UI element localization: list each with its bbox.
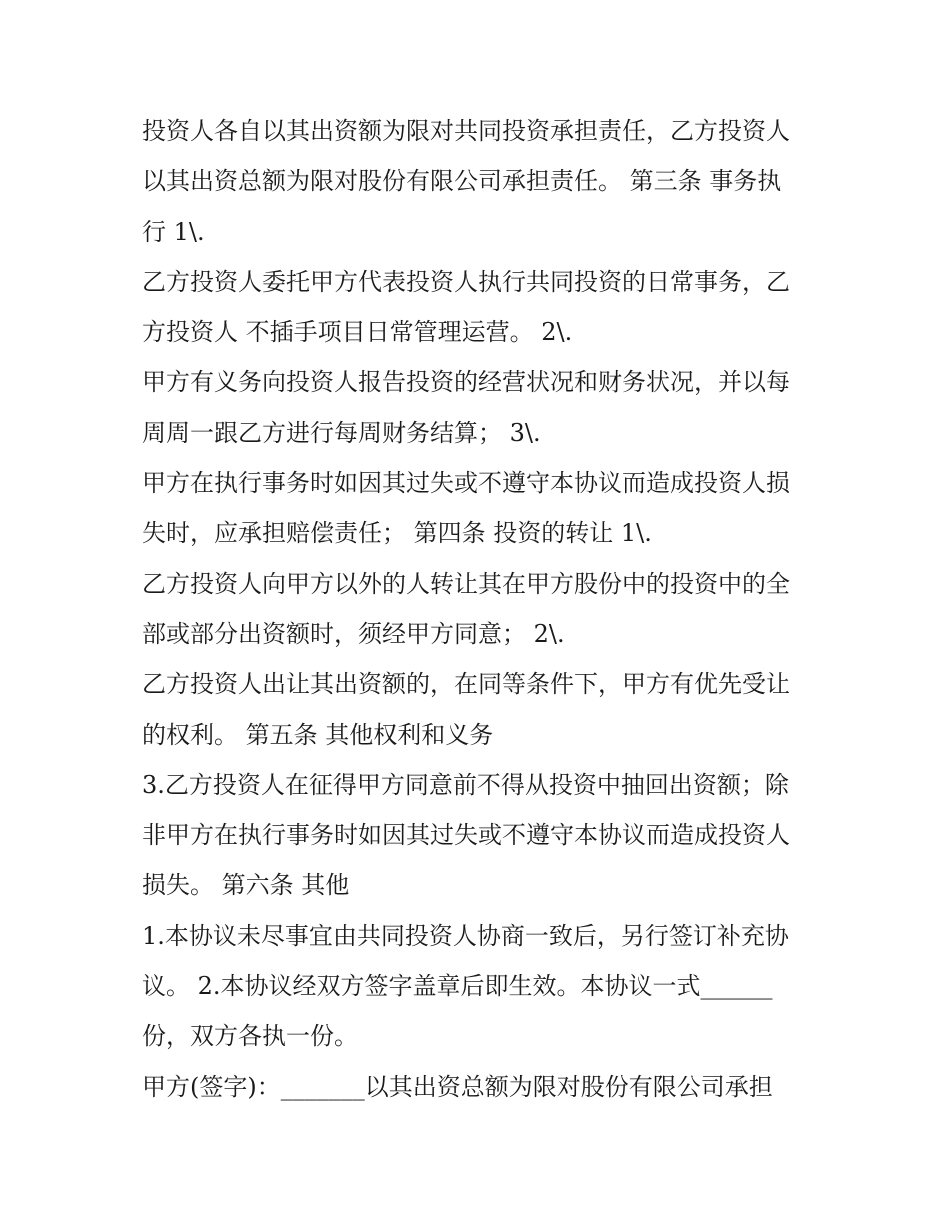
text-line: 的权利。 第五条 其他权利和义务 xyxy=(142,720,494,749)
text-line: 行 1\. xyxy=(142,217,205,246)
text-line: 3.乙方投资人在征得甲方同意前不得从投资中抽回出资额；除 xyxy=(142,770,789,799)
text-line: 方投资人 不插手项目日常管理运营。 2\. xyxy=(142,318,573,347)
text-line: 部或部分出资额时，须经甲方同意； 2\. xyxy=(142,619,565,648)
text-line: 周周一跟乙方进行每周财务结算； 3\. xyxy=(142,418,541,447)
text-line: 乙方投资人出让其出资额的，在同等条件下，甲方有优先受让 xyxy=(142,670,790,699)
text-line: 甲方有义务向投资人报告投资的经营状况和财务状况，并以每 xyxy=(142,368,790,397)
document-body xyxy=(142,106,832,1112)
text-line: 乙方投资人委托甲方代表投资人执行共同投资的日常事务，乙 xyxy=(142,267,790,296)
text-line: 份，双方各执一份。 xyxy=(142,1022,358,1051)
text-line: 失时，应承担赔偿责任； 第四条 投资的转让 1\. xyxy=(142,519,652,548)
text-line: 以其出资总额为限对股份有限公司承担责任。 第三条 事务执 xyxy=(142,167,782,196)
text-line: 非甲方在执行事务时如因其过失或不遵守本协议而造成投资人 xyxy=(142,821,790,850)
text-line: 乙方投资人向甲方以外的人转让其在甲方股份中的投资中的全 xyxy=(142,569,790,598)
text-line: 投资人各自以其出资额为限对共同投资承担责任，乙方投资人 xyxy=(142,117,790,145)
text-line: 议。 2.本协议经双方签字盖章后即生效。本协议一式______ xyxy=(142,972,773,1001)
text-line: 甲方(签字)：_______以其出资总额为限对股份有限公司承担 xyxy=(142,1072,773,1101)
text-line: 损失。 第六条 其他 xyxy=(142,871,350,900)
text-line: 1.本协议未尽事宜由共同投资人协商一致后，另行签订补充协 xyxy=(142,921,789,950)
text-line: 甲方在执行事务时如因其过失或不遵守本协议而造成投资人损 xyxy=(142,469,790,498)
